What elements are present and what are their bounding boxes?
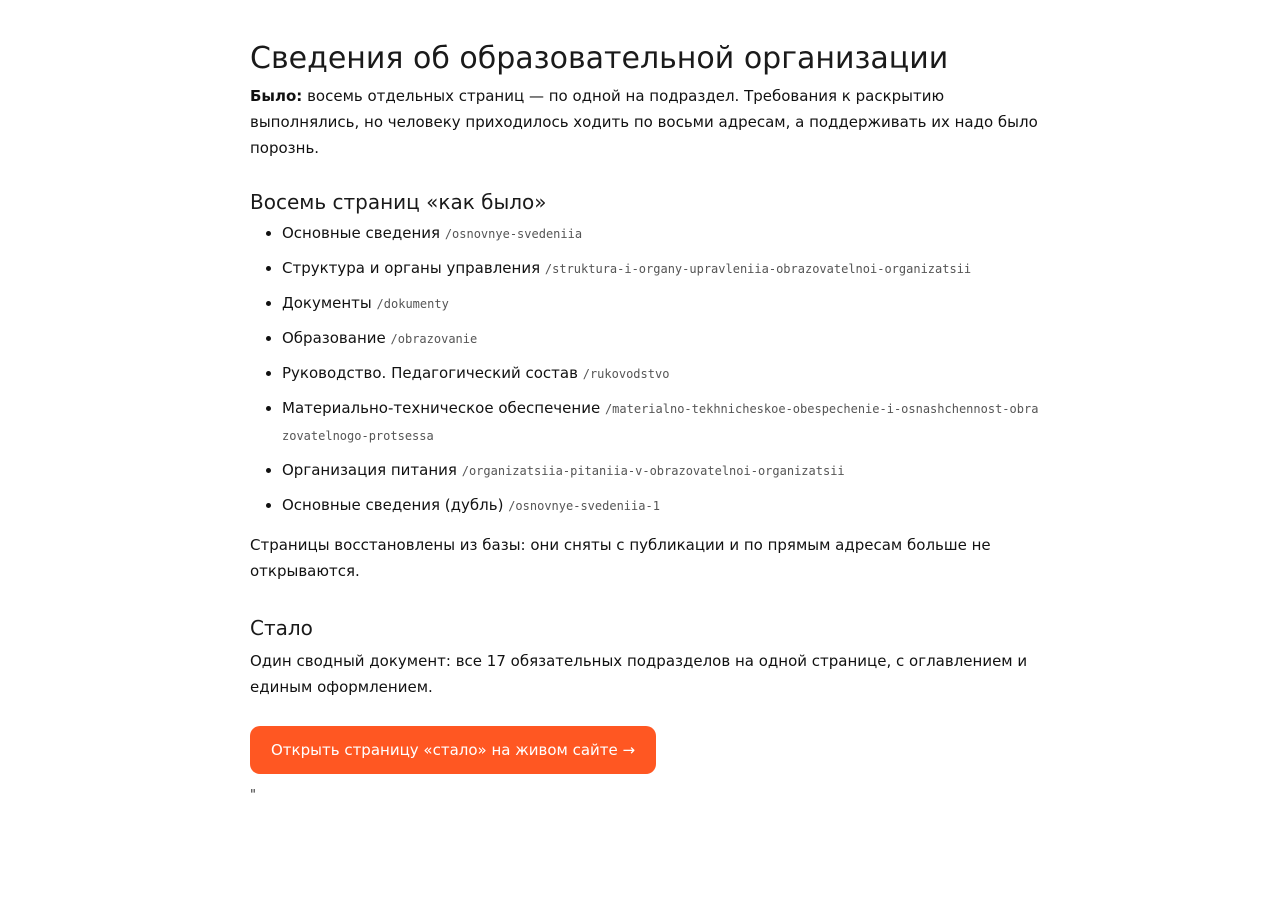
page-slug: /rukovodstvo	[582, 367, 670, 381]
before-section-heading: Восемь страниц «как было»	[250, 190, 547, 214]
list-item	[282, 360, 1040, 387]
page-label: Основные сведения (дубль)	[282, 496, 504, 514]
page-slug: /osnovnye-svedeniia-1	[508, 499, 660, 513]
list-item	[282, 325, 1040, 352]
page-title: Сведения об образовательной организации	[250, 41, 949, 76]
page-label: Основные сведения	[282, 224, 441, 242]
page-label: Документы	[282, 294, 372, 312]
list-item	[282, 290, 1040, 317]
page-label: Руководство. Педагогический состав	[282, 364, 578, 382]
list-item	[282, 457, 1040, 484]
before-text: восемь отдельных страниц — по одной на подраздел. Требования к раскрытию выполнялись, но человеку приходилось ходить по восьми адресам, а поддерживать их надо было порознь.	[250, 87, 1038, 157]
list-item	[282, 220, 1040, 247]
page-label: Организация питания	[282, 461, 457, 479]
before-description	[250, 83, 1040, 161]
open-live-page-button[interactable]: Открыть страницу «стало» на живом сайте →	[250, 726, 656, 774]
after-description: Один сводный документ: все 17 обязательных подразделов на одной странице, с оглавлением и единым оформлением.	[250, 652, 1028, 696]
page-slug: /dokumenty	[376, 297, 449, 311]
page-slug: /materialno-tekhnicheskoe-obespechenie-i-osnashchennost-obrazovatelnogo-protsessa	[282, 402, 1039, 443]
page-label: Материально-техническое обеспечение	[282, 399, 601, 417]
main-content	[250, 0, 1040, 804]
page-slug: /organizatsiia-pitaniia-v-obrazovatelnoi-organizatsii	[461, 464, 845, 478]
after-section-heading: Стало	[250, 616, 313, 640]
list-item	[282, 492, 1040, 519]
list-item	[282, 395, 1040, 449]
page-slug: /osnovnye-svedeniia	[444, 227, 583, 241]
page-slug: /obrazovanie	[390, 332, 478, 346]
list-item	[282, 255, 1040, 282]
page-slug: /struktura-i-organy-upravleniia-obrazovatelnoi-organizatsii	[544, 262, 972, 276]
page-label: Структура и органы управления	[282, 259, 541, 277]
old-pages-list	[250, 220, 1040, 519]
before-label: Было:	[250, 87, 303, 105]
stray-quote-mark: "	[250, 788, 256, 803]
page-label: Образование	[282, 329, 386, 347]
restored-note: Страницы восстановлены из базы: они сняты с публикации и по прямым адресам больше не открываются.	[250, 536, 991, 580]
